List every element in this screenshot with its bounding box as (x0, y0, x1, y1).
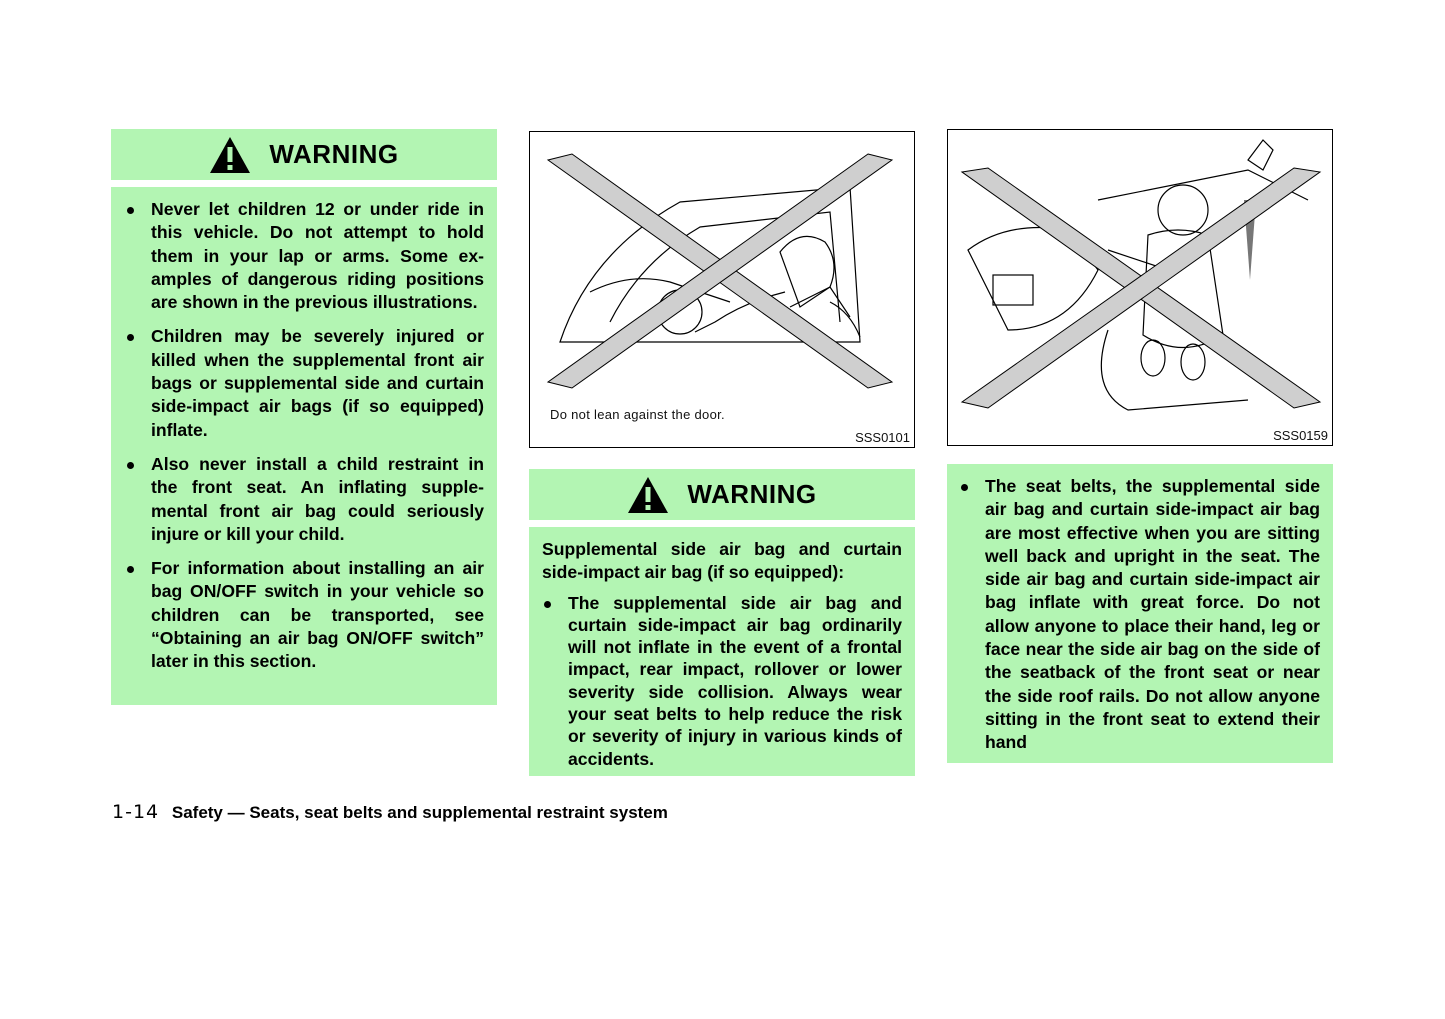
list-item: The seat belts, the supplemental side air bag and curtain side-impact air bag are most effective when you are sitting well back and upright in the seat. The side air bag and curtain side-impact air bag inflate with great force. Do not allow anyone to place their hand, leg or face near the side air bag on the side of the seatback of the front seat or near the side roof rails. Do not allow anyone sitting in the front seat to extend their hand (959, 475, 1320, 755)
middle-warning-body (529, 527, 915, 776)
car-door-illustration (530, 132, 913, 412)
figure-child-airbag (947, 129, 1333, 446)
warning-triangle-icon (209, 136, 251, 174)
child-airbag-illustration (948, 130, 1331, 424)
list-item: The supplemental side air bag and curtain side-impact air bag ordinarily will not inflate in the event of a frontal impact, rear impact, rollover or lower severity side collision. Always wear your seat belts to help reduce the risk or severity of injury in various kinds of accidents. (542, 592, 902, 770)
list-item: For information about installing an air bag ON/OFF switch in your vehicle so children can be transported, see “Obtaining an air bag ON/OFF switch” later in this section. (125, 557, 484, 673)
left-warning-body (111, 187, 497, 705)
right-warning-body (947, 464, 1333, 763)
figure-code: SSS0159 (1273, 428, 1328, 443)
page-number: 1-14 (112, 801, 160, 823)
middle-warning-list (542, 592, 902, 770)
left-warning-header (111, 129, 497, 180)
left-warning-list (125, 198, 484, 674)
warning-intro: Supplemental side air bag and curtain side-impact air bag (if so equipped): (542, 539, 902, 583)
warning-triangle-icon (627, 476, 669, 514)
list-item: Also never install a child restraint in the front seat. An inflating supplemental front air bag could seriously injure or kill your child. (125, 453, 484, 546)
warning-title: WARNING (687, 479, 817, 509)
warning-title: WARNING (269, 139, 399, 169)
right-warning-list (959, 475, 1320, 755)
page-footer (112, 801, 668, 823)
figure-car-door (529, 131, 915, 448)
figure-code: SSS0101 (855, 430, 910, 445)
middle-warning-header (529, 469, 915, 520)
section-title: Safety — Seats, seat belts and supplemental restraint system (171, 803, 668, 822)
list-item: Never let children 12 or under ride in this vehicle. Do not attempt to hold them in your lap or arms. Some examples of dangerous riding positions are shown in the previous illustrations. (125, 198, 484, 314)
figure-caption: Do not lean against the door. (550, 407, 725, 422)
list-item: Children may be severely injured or killed when the supplemental front air bags or supplemental side and curtain side-impact air bags (if so equipped) inflate. (125, 325, 484, 441)
